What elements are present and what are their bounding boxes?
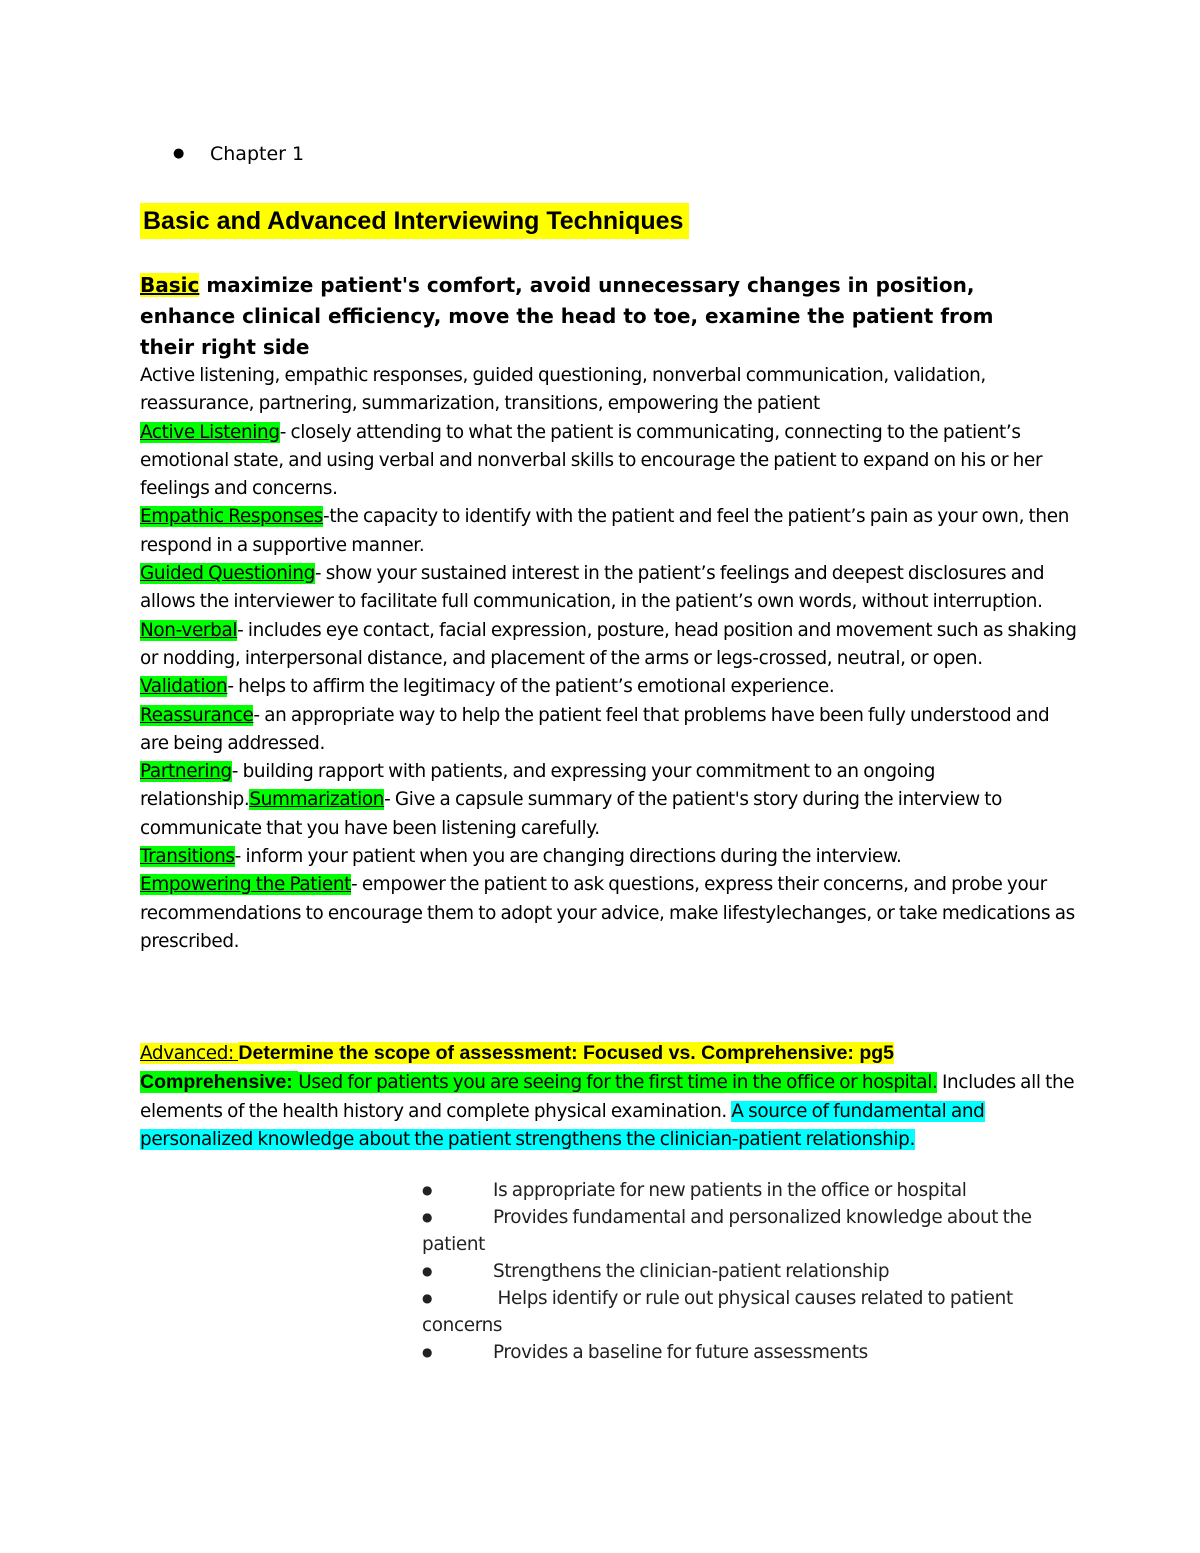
technique-term: Reassurance <box>140 704 254 726</box>
comprehensive-bullet-list <box>422 1177 1072 1366</box>
list-item-text: Provides fundamental and personalized knowledge about the patient <box>422 1207 1032 1255</box>
list-item-text: Strengthens the clinician-patient relationship <box>493 1261 890 1282</box>
advanced-label: Advanced: <box>140 1043 239 1064</box>
bullet-icon: ● <box>422 1264 433 1278</box>
technique-item <box>140 758 1080 843</box>
technique-definition: - inform your patient when you are changing directions during the interview. <box>234 846 902 868</box>
list-item-text: Helps identify or rule out physical causes related to patient concerns <box>422 1288 1013 1336</box>
technique-term: Summarization <box>249 789 385 811</box>
basic-label: Basic <box>140 273 200 297</box>
technique-item <box>140 419 1080 504</box>
comprehensive-paragraph <box>140 1068 1080 1154</box>
comprehensive-label: Comprehensive: <box>140 1071 299 1094</box>
bullet-icon: ● <box>422 1210 433 1224</box>
technique-definition: -the capacity to identify with the patient and feel the patient’s pain as your own, then respond in a supportive manner. <box>140 506 1069 556</box>
technique-definition: - helps to affirm the legitimacy of the patient’s emotional experience. <box>227 676 835 698</box>
technique-definition: - empower the patient to ask questions, express their concerns, and probe your recommendations to encourage them to adopt your advice, make lifestylechanges, or take medications as prescribed. <box>140 874 1075 952</box>
advanced-section <box>140 1039 1080 1154</box>
advanced-heading: Determine the scope of assessment: Focused vs. Comprehensive: pg5 <box>238 1042 895 1064</box>
technique-item <box>140 843 1080 871</box>
technique-term: Empathic Responses <box>140 506 324 528</box>
bullet-icon: ● <box>422 1183 433 1197</box>
list-item <box>422 1285 1072 1339</box>
technique-term: Partnering <box>140 761 232 783</box>
includes-text: Includes all the elements of the health history and complete physical examination. <box>140 1072 1075 1122</box>
technique-definition: - includes eye contact, facial expression, posture, head position and movement such as shaking or nodding, interpersonal distance, and placement of the arms or legs-crossed, neutral, or open. <box>140 619 1077 669</box>
technique-term: Validation <box>140 676 228 698</box>
technique-term: Non-verbal <box>140 619 238 641</box>
technique-definition: - an appropriate way to help the patient feel that problems have been fully understood and are being addressed. <box>140 704 1050 754</box>
basic-summary <box>140 270 1040 363</box>
list-item <box>422 1204 1072 1258</box>
bullet-icon: ● <box>422 1291 433 1305</box>
techniques-section <box>140 362 1080 956</box>
list-item-text: Provides a baseline for future assessments <box>493 1342 868 1363</box>
technique-definition: - show your sustained interest in the patient’s feelings and deepest disclosures and allows the interviewer to facilitate full communication, in the patient’s own words, without interruption. <box>140 563 1045 613</box>
technique-item <box>140 560 1080 617</box>
list-item <box>422 1339 1072 1366</box>
list-item-text: Is appropriate for new patients in the office or hospital <box>493 1180 967 1201</box>
basic-text: maximize patient's comfort, avoid unnecessary changes in position, enhance clinical efficiency, move the head to toe, examine the patient from their right side <box>140 273 994 359</box>
technique-definition: - closely attending to what the patient is communicating, connecting to the patient’s emotional state, and using verbal and nonverbal skills to encourage the patient to expand on his or her feelings and concerns. <box>140 421 1043 500</box>
list-item <box>422 1258 1072 1285</box>
technique-definition: - building rapport with patients, and expressing your commitment to an ongoing relationship. <box>140 761 936 811</box>
technique-item <box>140 871 1080 956</box>
chapter-label: Chapter 1 <box>210 143 305 165</box>
technique-term: Empowering the Patient <box>140 874 352 896</box>
list-item <box>422 1177 1072 1204</box>
technique-item <box>140 617 1080 674</box>
page-title: Basic and Advanced Interviewing Techniques <box>140 203 689 239</box>
bullet-icon: ● <box>173 146 185 161</box>
advanced-heading-line <box>140 1039 1080 1068</box>
technique-term: Active Listening <box>140 421 280 443</box>
bullet-icon: ● <box>422 1345 433 1359</box>
techniques-intro: Active listening, empathic responses, guided questioning, nonverbal communication, validation, reassurance, partnering, summarization, transitions, empowering the patient <box>140 365 986 415</box>
comprehensive-text: Used for patients you are seeing for the first time in the office or hospital. <box>298 1072 938 1094</box>
technique-term: Guided Questioning <box>140 563 315 585</box>
source-text: A source of fundamental and personalized knowledge about the patient strengthens the clinician-patient relationship. <box>140 1100 985 1150</box>
technique-item <box>140 702 1080 759</box>
technique-term: Transitions <box>140 846 235 868</box>
technique-item <box>140 503 1080 560</box>
technique-definition: - Give a capsule summary of the patient's story during the interview to communicate that you have been listening carefully. <box>140 789 1003 839</box>
technique-item <box>140 673 1080 701</box>
